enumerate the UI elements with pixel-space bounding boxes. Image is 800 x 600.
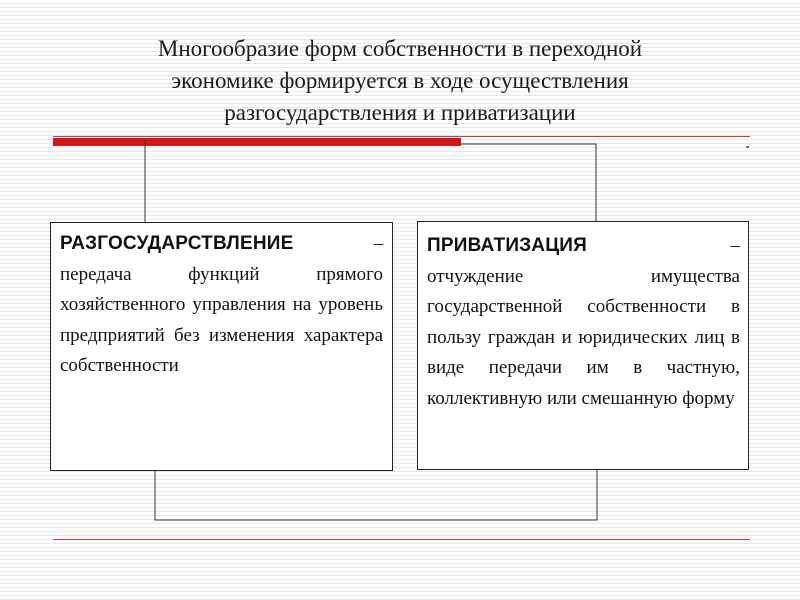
definition-privatization: отчуждение имущества государственной собственности в пользу граждан и юридических лиц в виде передачи им в частную, коллективную или смешанную форму <box>427 265 740 409</box>
corner-mark <box>746 146 749 148</box>
term-dash: – <box>730 235 740 256</box>
connector-bottom <box>155 470 597 520</box>
box-right-header <box>427 231 740 262</box>
title-underline-thin <box>53 136 750 137</box>
connector-top-right <box>461 144 596 221</box>
slide-title <box>70 33 730 129</box>
term-denationalization: РАЗГОСУДАРСТВЛЕНИЕ <box>60 233 294 254</box>
title-underline-bar <box>53 138 461 146</box>
box-privatization <box>417 221 749 470</box>
title-line-3: разгосударствления и приватизации <box>224 100 576 125</box>
term-privatization: ПРИВАТИЗАЦИЯ <box>427 235 588 256</box>
footer-underline <box>53 539 750 540</box>
term-dash: – <box>373 233 383 254</box>
title-line-2: экономике формируется в ходе осуществления <box>171 68 629 93</box>
title-line-1: Многообразие форм собственности в переходной <box>157 36 643 61</box>
definition-denationalization: передача функций прямого хозяйственного управления на уровень предприятий без изменения характера собственности <box>60 263 383 376</box>
box-denationalization <box>50 222 393 471</box>
box-left-header <box>60 229 383 260</box>
